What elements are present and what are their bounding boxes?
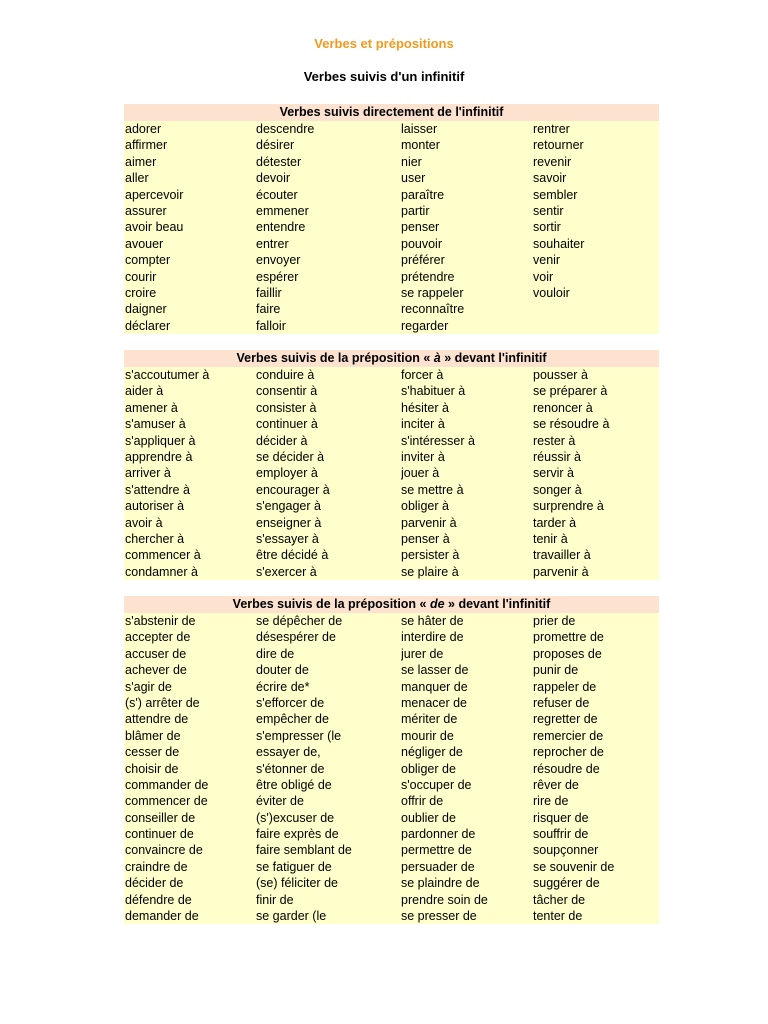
- verb-cell: sentir: [533, 203, 564, 218]
- table-row: [124, 613, 659, 629]
- verb-cell: souhaiter: [533, 236, 585, 251]
- verb-cell: regretter de: [533, 712, 598, 727]
- verb-cell: se garder (le: [256, 909, 327, 924]
- verb-cell: entendre: [256, 220, 306, 235]
- verb-cell: condamner à: [125, 564, 198, 579]
- verb-cell: interdire de: [401, 630, 464, 645]
- verb-cell: commencer de: [125, 794, 208, 809]
- verb-cell: s'accoutumer à: [125, 368, 210, 382]
- verb-cell: tarder à: [533, 515, 577, 530]
- verb-cell: obliger de: [401, 761, 456, 776]
- verb-cell: obliger à: [401, 499, 449, 514]
- section-preposition-de: [124, 596, 659, 924]
- verb-cell: punir de: [533, 663, 579, 678]
- verb-cell: défendre de: [125, 892, 192, 907]
- verb-cell: chercher à: [125, 531, 185, 546]
- verb-cell: offrir de: [401, 794, 444, 809]
- table-row: [124, 400, 659, 416]
- verb-cell: se résoudre à: [533, 417, 610, 432]
- verb-cell: douter de: [256, 663, 309, 678]
- verb-cell: venir: [533, 253, 561, 268]
- verb-cell: conduire à: [256, 368, 315, 382]
- verb-cell: suggérer de: [533, 876, 600, 891]
- verb-cell: demander de: [125, 909, 199, 924]
- verb-cell: emmener: [256, 203, 309, 218]
- table-row: [124, 498, 659, 514]
- verb-cell: être décidé à: [256, 548, 329, 563]
- verb-cell: rêver de: [533, 777, 579, 792]
- verb-cell: commander de: [125, 777, 209, 792]
- verb-cell: prétendre: [401, 269, 455, 284]
- verb-cell: servir à: [533, 466, 574, 481]
- verb-cell: se fatiguer de: [256, 859, 332, 874]
- verb-cell: détester: [256, 154, 302, 169]
- verb-cell: (se) féliciter de: [256, 876, 338, 891]
- page-title: Verbes et prépositions: [314, 36, 454, 51]
- verb-cell: songer à: [533, 482, 582, 497]
- verb-cell: vouloir: [533, 285, 570, 300]
- verb-cell: jouer à: [401, 466, 440, 481]
- table-row: [124, 793, 659, 809]
- verb-cell: finir de: [256, 892, 294, 907]
- verb-cell: compter: [125, 253, 171, 268]
- verb-cell: se plaire à: [401, 564, 459, 579]
- verb-cell: choisir de: [125, 761, 179, 776]
- verb-cell: préférer: [401, 253, 445, 268]
- verb-cell: affirmer: [125, 138, 168, 153]
- verb-cell: manquer de: [401, 679, 468, 694]
- verb-cell: se mettre à: [401, 482, 464, 497]
- verb-cell: descendre: [256, 122, 315, 136]
- verb-cell: convaincre de: [125, 843, 203, 858]
- table-row: [124, 875, 659, 891]
- table-row: [124, 318, 659, 334]
- header-text: » devant l'infinitif: [440, 351, 547, 365]
- table-row: [124, 367, 659, 383]
- table-row: [124, 777, 659, 793]
- verb-cell: se dépêcher de: [256, 614, 343, 628]
- verb-grid: [124, 367, 659, 580]
- verb-cell: désespérer de: [256, 630, 336, 645]
- verb-cell: monter: [401, 138, 440, 153]
- verb-cell: décider à: [256, 433, 308, 448]
- verb-cell: résoudre de: [533, 761, 600, 776]
- verb-cell: s'appliquer à: [125, 433, 196, 448]
- verb-cell: se presser de: [401, 909, 477, 924]
- verb-cell: aller: [125, 171, 149, 186]
- table-row: [124, 137, 659, 153]
- verb-cell: croire: [125, 285, 157, 300]
- verb-cell: déclarer: [125, 318, 171, 333]
- header-text: Verbes suivis de la préposition «: [236, 351, 434, 365]
- verb-cell: s'attendre à: [125, 482, 190, 497]
- table-row: [124, 219, 659, 235]
- verb-cell: décider de: [125, 876, 184, 891]
- verb-cell: continuer de: [125, 827, 194, 842]
- verb-cell: permettre de: [401, 843, 472, 858]
- verb-cell: envoyer: [256, 253, 301, 268]
- verb-cell: partir: [401, 203, 430, 218]
- verb-cell: pousser à: [533, 368, 588, 382]
- verb-cell: proposes de: [533, 646, 602, 661]
- verb-cell: être obligé de: [256, 777, 332, 792]
- verb-cell: risquer de: [533, 810, 589, 825]
- verb-cell: menacer de: [401, 695, 468, 710]
- verb-cell: nier: [401, 154, 422, 169]
- verb-cell: conseiller de: [125, 810, 196, 825]
- verb-cell: rire de: [533, 794, 569, 809]
- verb-cell: inviter à: [401, 449, 445, 464]
- verb-cell: enseigner à: [256, 515, 322, 530]
- verb-cell: attendre de: [125, 712, 189, 727]
- verb-cell: penser à: [401, 531, 450, 546]
- verb-cell: persister à: [401, 548, 460, 563]
- verb-cell: entrer: [256, 236, 289, 251]
- verb-cell: s'abstenir de: [125, 614, 196, 628]
- verb-cell: falloir: [256, 318, 286, 333]
- verb-cell: se décider à: [256, 449, 325, 464]
- verb-cell: faire: [256, 302, 281, 317]
- verb-cell: penser: [401, 220, 440, 235]
- verb-cell: employer à: [256, 466, 318, 481]
- verb-cell: apercevoir: [125, 187, 184, 202]
- verb-cell: avoir à: [125, 515, 163, 530]
- verb-cell: encourager à: [256, 482, 330, 497]
- table-row: [124, 695, 659, 711]
- verb-cell: tenir à: [533, 531, 568, 546]
- verb-cell: accuser de: [125, 646, 187, 661]
- table-row: [124, 531, 659, 547]
- verb-cell: tenter de: [533, 909, 583, 924]
- verb-cell: rester à: [533, 433, 576, 448]
- verb-cell: persuader de: [401, 859, 475, 874]
- verb-cell: se souvenir de: [533, 859, 615, 874]
- verb-cell: s'efforcer de: [256, 695, 325, 710]
- verb-cell: reconnaître: [401, 302, 465, 317]
- table-row: [124, 121, 659, 137]
- verb-cell: remercier de: [533, 728, 604, 743]
- verb-cell: hésiter à: [401, 400, 449, 415]
- table-row: [124, 564, 659, 580]
- verb-cell: s'empresser (le: [256, 728, 342, 743]
- verb-cell: paraître: [401, 187, 445, 202]
- verb-cell: se hâter de: [401, 614, 464, 628]
- verb-cell: éviter de: [256, 794, 304, 809]
- verb-cell: oublier de: [401, 810, 456, 825]
- verb-cell: achever de: [125, 663, 187, 678]
- verb-cell: s'intéresser à: [401, 433, 475, 448]
- header-text: » devant l'infinitif: [444, 597, 551, 611]
- verb-cell: promettre de: [533, 630, 604, 645]
- table-row: [124, 728, 659, 744]
- verb-cell: assurer: [125, 203, 167, 218]
- verb-cell: devoir: [256, 171, 291, 186]
- verb-cell: sortir: [533, 220, 561, 235]
- section-header: [124, 104, 659, 121]
- section-header: [124, 596, 659, 613]
- table-row: [124, 482, 659, 498]
- verb-cell: apprendre à: [125, 449, 193, 464]
- table-row: [124, 236, 659, 252]
- verb-cell: se préparer à: [533, 384, 608, 399]
- verb-cell: faire exprès de: [256, 827, 339, 842]
- table-row: [124, 252, 659, 268]
- verb-cell: s'occuper de: [401, 777, 472, 792]
- verb-cell: reprocher de: [533, 745, 604, 760]
- table-row: [124, 269, 659, 285]
- verb-cell: avouer: [125, 236, 164, 251]
- verb-cell: faillir: [256, 285, 282, 300]
- verb-cell: surprendre à: [533, 499, 604, 514]
- header-text: Verbes suivis directement de l'infinitif: [279, 105, 504, 119]
- verb-cell: se lasser de: [401, 663, 469, 678]
- verb-cell: se plaindre de: [401, 876, 480, 891]
- verb-cell: écrire de*: [256, 679, 310, 694]
- table-row: [124, 433, 659, 449]
- section-preposition-a: [124, 350, 659, 580]
- verb-cell: arriver à: [125, 466, 171, 481]
- verb-cell: s'amuser à: [125, 417, 186, 432]
- table-row: [124, 154, 659, 170]
- header-preposition: de: [429, 597, 445, 611]
- header-preposition: à: [433, 351, 441, 365]
- table-row: [124, 285, 659, 301]
- table-row: [124, 908, 659, 924]
- verb-grid: [124, 613, 659, 924]
- verb-cell: forcer à: [401, 368, 444, 382]
- verb-cell: dire de: [256, 646, 295, 661]
- verb-cell: se rappeler: [401, 285, 464, 300]
- verb-cell: parvenir à: [401, 515, 457, 530]
- verb-cell: retourner: [533, 138, 584, 153]
- verb-cell: pardonner de: [401, 827, 476, 842]
- table-row: [124, 892, 659, 908]
- verb-cell: désirer: [256, 138, 295, 153]
- verb-cell: jurer de: [401, 646, 444, 661]
- verb-cell: continuer à: [256, 417, 318, 432]
- verb-cell: (s') arrêter de: [125, 695, 200, 710]
- verb-cell: refuser de: [533, 695, 590, 710]
- table-row: [124, 203, 659, 219]
- verb-cell: regarder: [401, 318, 449, 333]
- verb-cell: tâcher de: [533, 892, 586, 907]
- table-row: [124, 859, 659, 875]
- verb-cell: essayer de,: [256, 745, 321, 760]
- table-row: [124, 416, 659, 432]
- verb-cell: s'agir de: [125, 679, 172, 694]
- verb-cell: mériter de: [401, 712, 458, 727]
- verb-cell: [533, 318, 659, 334]
- table-row: [124, 826, 659, 842]
- verb-cell: souffrir de: [533, 827, 589, 842]
- table-row: [124, 383, 659, 399]
- verb-cell: (s')excuser de: [256, 810, 335, 825]
- verb-cell: inciter à: [401, 417, 445, 432]
- table-row: [124, 629, 659, 645]
- table-row: [124, 810, 659, 826]
- verb-cell: mourir de: [401, 728, 454, 743]
- verb-cell: courir: [125, 269, 157, 284]
- verb-cell: consentir à: [256, 384, 318, 399]
- table-row: [124, 170, 659, 186]
- section-header: [124, 350, 659, 367]
- table-row: [124, 465, 659, 481]
- verb-cell: s'engager à: [256, 499, 321, 514]
- verb-cell: soupçonner: [533, 843, 599, 858]
- verb-cell: autoriser à: [125, 499, 185, 514]
- verb-cell: s'exercer à: [256, 564, 317, 579]
- verb-cell: amener à: [125, 400, 178, 415]
- verb-cell: réussir à: [533, 449, 581, 464]
- verb-cell: s'habituer à: [401, 384, 466, 399]
- verb-cell: revenir: [533, 154, 572, 169]
- verb-cell: daigner: [125, 302, 167, 317]
- verb-cell: espérer: [256, 269, 299, 284]
- verb-cell: voir: [533, 269, 554, 284]
- verb-cell: prendre soin de: [401, 892, 488, 907]
- verb-cell: s'étonner de: [256, 761, 325, 776]
- verb-cell: savoir: [533, 171, 567, 186]
- verb-cell: écouter: [256, 187, 298, 202]
- verb-cell: parvenir à: [533, 564, 589, 579]
- verb-cell: commencer à: [125, 548, 201, 563]
- table-row: [124, 301, 659, 317]
- verb-cell: user: [401, 171, 426, 186]
- verb-grid: [124, 121, 659, 334]
- table-row: [124, 449, 659, 465]
- verb-cell: pouvoir: [401, 236, 442, 251]
- verb-cell: négliger de: [401, 745, 463, 760]
- table-row: [124, 187, 659, 203]
- table-row: [124, 646, 659, 662]
- verb-cell: consister à: [256, 400, 317, 415]
- header-text: Verbes suivis de la préposition «: [232, 597, 430, 611]
- verb-cell: prier de: [533, 614, 576, 628]
- table-row: [124, 515, 659, 531]
- verb-cell: laisser: [401, 122, 438, 136]
- table-row: [124, 842, 659, 858]
- verb-cell: sembler: [533, 187, 578, 202]
- verb-cell: [533, 301, 659, 317]
- table-row: [124, 761, 659, 777]
- verb-cell: aimer: [125, 154, 157, 169]
- table-row: [124, 711, 659, 727]
- verb-cell: adorer: [125, 122, 162, 136]
- verb-cell: craindre de: [125, 859, 188, 874]
- verb-cell: rentrer: [533, 122, 570, 136]
- verb-cell: s'essayer à: [256, 531, 319, 546]
- table-row: [124, 744, 659, 760]
- verb-cell: faire semblant de: [256, 843, 352, 858]
- verb-cell: aider à: [125, 384, 164, 399]
- verb-cell: travailler à: [533, 548, 591, 563]
- verb-cell: blâmer de: [125, 728, 181, 743]
- verb-cell: avoir beau: [125, 220, 184, 235]
- verb-cell: rappeler de: [533, 679, 597, 694]
- verb-cell: accepter de: [125, 630, 191, 645]
- section-direct-infinitive: [124, 104, 659, 334]
- table-row: [124, 662, 659, 678]
- verb-cell: cesser de: [125, 745, 180, 760]
- table-row: [124, 679, 659, 695]
- page-subtitle: Verbes suivis d'un infinitif: [303, 69, 465, 84]
- verb-cell: empêcher de: [256, 712, 329, 727]
- table-row: [124, 547, 659, 563]
- verb-cell: renoncer à: [533, 400, 593, 415]
